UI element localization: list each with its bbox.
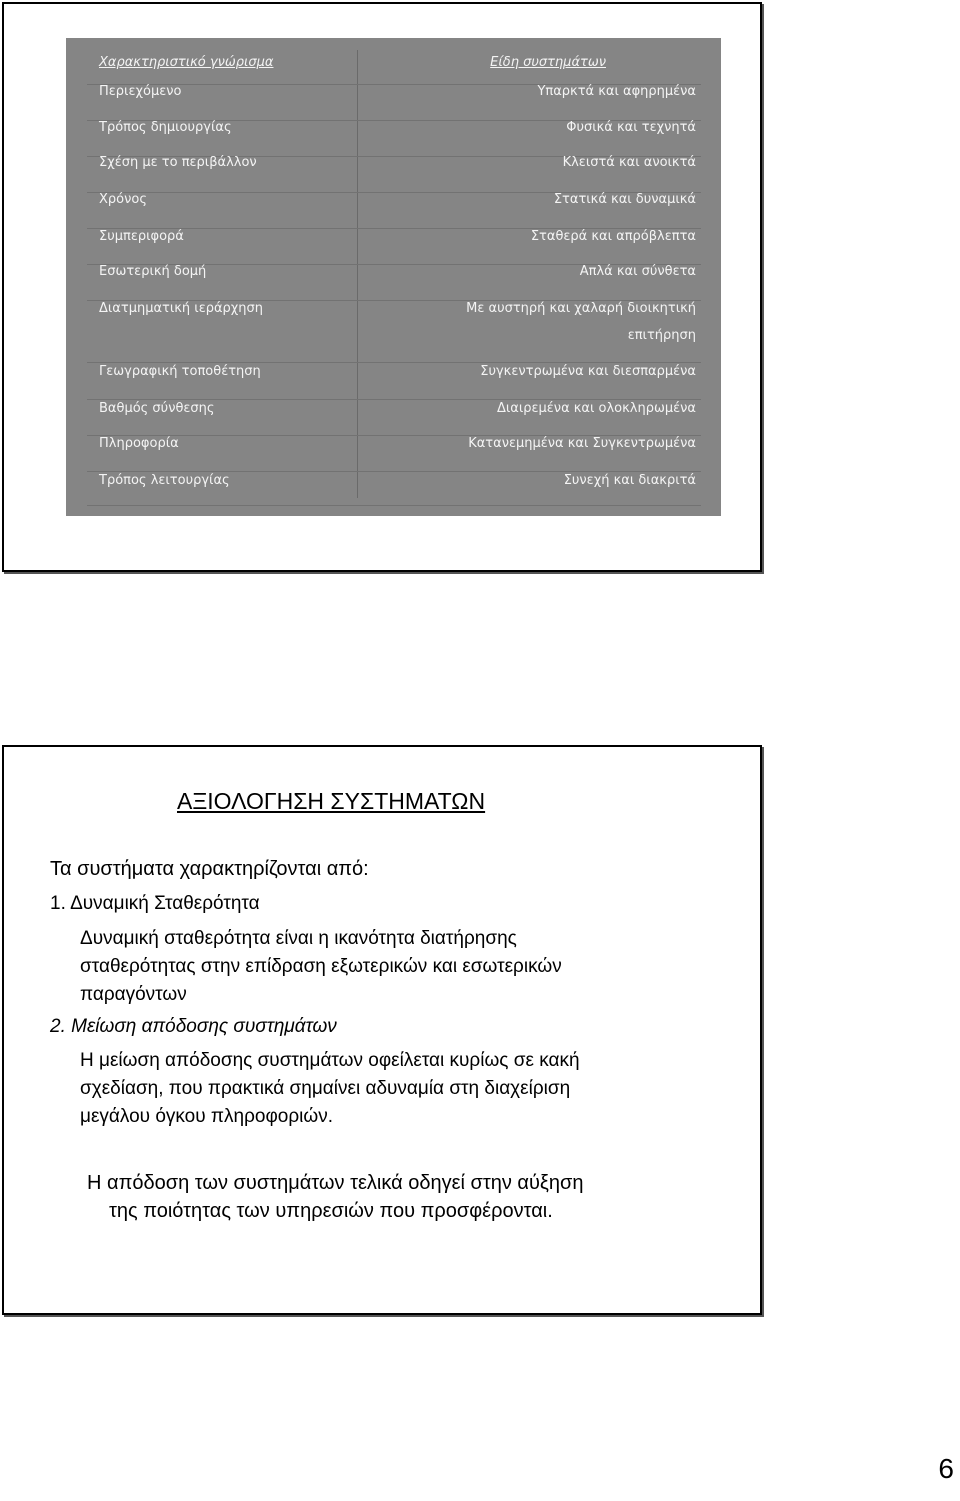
row-divider [87, 399, 701, 400]
item1-heading: 1. Δυναμική Σταθερότητα [50, 893, 260, 914]
table-row-left: Σχέση με το περιβάλλον [99, 155, 257, 170]
table-row-right: Φυσικά και τεχνητά [566, 120, 696, 135]
table-row-right: Υπαρκτά και αφηρημένα [537, 84, 696, 99]
row-divider [87, 471, 701, 472]
table-row-right: Συνεχή και διακριτά [563, 473, 696, 488]
item1-line: Δυναμική σταθερότητα είναι η ικανότητα διατήρησης [80, 928, 517, 949]
column-divider [357, 50, 358, 498]
item2-line: μεγάλου όγκου πληροφοριών. [80, 1106, 334, 1127]
table-row-right: Απλά και σύνθετα [579, 264, 696, 279]
table-row-right: Με αυστηρή και χαλαρή διοικητική [466, 301, 696, 316]
table-row-right: Κλειστά και ανοικτά [562, 155, 696, 170]
table-row-left: Συμπεριφορά [99, 229, 184, 244]
item1-line: παραγόντων [80, 984, 187, 1005]
systems-types-table [66, 38, 721, 516]
item2-heading: 2. Μείωση απόδοσης συστημάτων [50, 1016, 337, 1037]
table-header-characteristic: Χαρακτηριστικό γνώρισμα [99, 55, 274, 70]
table-row-right: Κατανεμημένα και Συγκεντρωμένα [468, 436, 696, 451]
table-row-right: Διαιρεμένα και ολοκληρωμένα [496, 401, 696, 416]
table-row-left: Χρόνος [99, 192, 147, 207]
table-row-left: Πληροφορία [99, 436, 179, 451]
table-row-right-continuation: επιτήρηση [627, 328, 696, 343]
table-row-left: Διατμηματική ιεράρχηση [99, 301, 264, 316]
table-row-left: Γεωγραφική τοποθέτηση [99, 364, 261, 379]
table-row-left: Τρόπος λειτουργίας [99, 473, 230, 488]
item2-line: σχεδίαση, που πρακτικά σημαίνει αδυναμία στη διαχείριση [80, 1078, 571, 1099]
slide-systems-types [2, 2, 762, 572]
item1-line: σταθερότητας στην επίδραση εξωτερικών και εσωτερικών [80, 956, 562, 977]
conclusion-line: της ποιότητας των υπηρεσιών που προσφέρονται. [109, 1200, 553, 1222]
table-header-system-types: Είδη συστημάτων [490, 55, 606, 70]
table-row-right: Σταθερά και απρόβλεπτα [530, 229, 696, 244]
table-row-left: Τρόπος δημιουργίας [99, 120, 232, 135]
table-row-left: Περιεχόμενο [99, 84, 182, 99]
slide-title: ΑΞΙΟΛΟΓΗΣΗ ΣΥΣΤΗΜΑΤΩΝ [177, 788, 486, 814]
intro-text: Τα συστήματα χαρακτηρίζονται από: [50, 858, 369, 880]
conclusion-line: Η απόδοση των συστημάτων τελικά οδηγεί στην αύξηση [87, 1172, 584, 1194]
table-row-left: Εσωτερική δομή [99, 264, 207, 279]
page-number: 6 [938, 1453, 954, 1484]
row-divider [87, 362, 701, 363]
table-row-right: Συγκεντρωμένα και διεσπαρμένα [480, 364, 696, 379]
slide-systems-evaluation [2, 745, 762, 1315]
table-row-right: Στατικά και δυναμικά [553, 192, 696, 207]
table-row-left: Βαθμός σύνθεσης [99, 401, 215, 416]
row-divider [87, 505, 701, 506]
item2-line: Η μείωση απόδοσης συστημάτων οφείλεται κυρίως σε κακή [80, 1050, 580, 1071]
